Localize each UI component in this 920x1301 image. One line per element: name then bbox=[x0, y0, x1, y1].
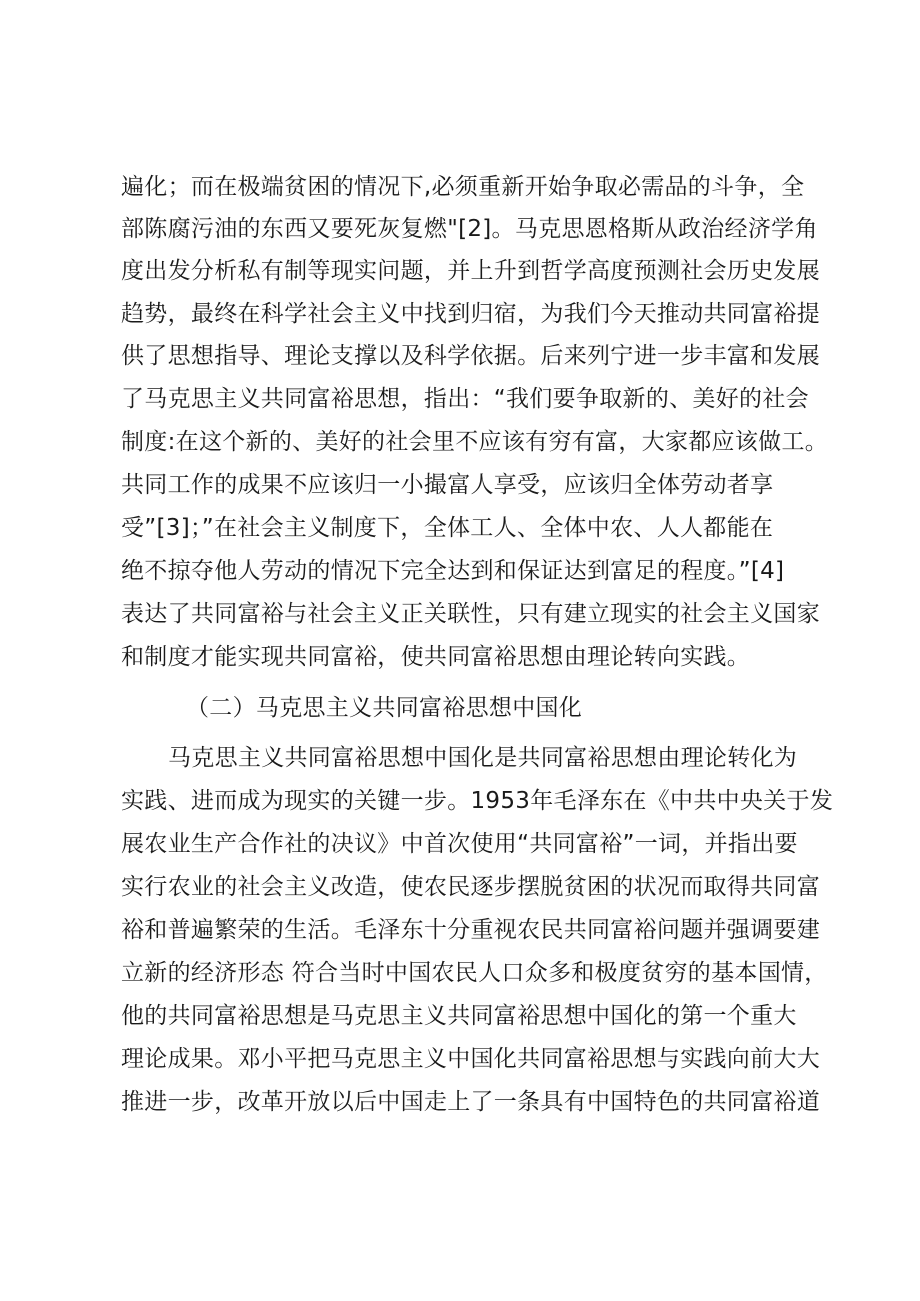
paragraph-line: 立新的经济形态 符合当时中国农民人口众多和极度贫穷的基本国情， bbox=[121, 960, 828, 986]
paragraph-line: 受”[3]；”在社会主义制度下，全体工人、全体中农、人人都能在 bbox=[121, 515, 774, 541]
section-heading: （二）马克思主义共同富裕思想中国化 bbox=[186, 695, 583, 721]
paragraph-line: 部陈腐污油的东西又要死灰复燃"[2]。马克思恩格斯从政治经济学角 bbox=[121, 216, 818, 242]
paragraph-line: 理论成果。邓小平把马克思主义中国化共同富裕思想与实践向前大大 bbox=[121, 1046, 820, 1072]
paragraph-line: 展农业生产合作社的决议》中首次使用“共同富裕”一词，并指出要 bbox=[121, 831, 798, 857]
paragraph-line: 和制度才能实现共同富裕，使共同富裕思想由理论转向实践。 bbox=[121, 644, 751, 670]
paragraph-line: 表达了共同富裕与社会主义正关联性，只有建立现实的社会主义国家 bbox=[121, 601, 820, 627]
paragraph-line: 供了思想指导、理论支撑以及科学依据。后来列宁进一步丰富和发展 bbox=[121, 343, 820, 369]
paragraph-line: 了马克思主义共同富裕思想，指出：“我们要争取新的、美好的社会 bbox=[121, 386, 809, 412]
paragraph-line: 实行农业的社会主义改造，使农民逐步摆脱贫困的状况而取得共同富 bbox=[121, 874, 820, 900]
paragraph-line: 遍化；而在极端贫困的情况下,必须重新开始争取必需品的斗争，全 bbox=[121, 174, 805, 200]
paragraph-line: 实践、进而成为现实的关键一步。1953年毛泽东在《中共中央关于发 bbox=[121, 788, 834, 814]
paragraph-line: 裕和普遍繁荣的生活。毛泽东十分重视农民共同富裕问题并强调要建 bbox=[121, 917, 820, 943]
paragraph-line: 度出发分析私有制等现实问题，并上升到哲学高度预测社会历史发展 bbox=[121, 258, 820, 284]
paragraph-line: 共同工作的成果不应该归一小撮富人享受，应该归全体劳动者享 bbox=[121, 472, 774, 498]
paragraph-line: 制度:在这个新的、美好的社会里不应该有穷有富，大家都应该做工。 bbox=[121, 429, 829, 455]
paragraph-line: 推进一步，改革开放以后中国走上了一条具有中国特色的共同富裕道 bbox=[121, 1089, 820, 1115]
paragraph-line: 趋势，最终在科学社会主义中找到归宿，为我们今天推动共同富裕提 bbox=[121, 301, 820, 327]
paragraph-line: 马克思主义共同富裕思想中国化是共同富裕思想由理论转化为 bbox=[168, 745, 798, 771]
paragraph-line: 他的共同富裕思想是马克思主义共同富裕思想中国化的第一个重大 bbox=[121, 1003, 797, 1029]
paragraph-line: 绝不掠夺他人劳动的情况下完全达到和保证达到富足的程度。”[4] bbox=[121, 558, 785, 584]
